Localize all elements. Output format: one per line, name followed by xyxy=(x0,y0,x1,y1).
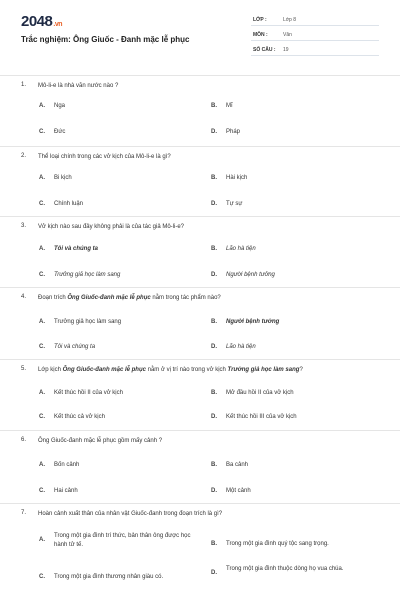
option-label: D. xyxy=(211,201,217,207)
option-label: C. xyxy=(39,574,45,580)
option-label: D. xyxy=(211,129,217,135)
meta-key: SỐ CÂU : xyxy=(253,47,276,53)
option-label: B. xyxy=(211,462,217,468)
meta-row-class xyxy=(251,14,379,26)
question-text xyxy=(38,223,378,231)
option-text: Tôi và chúng ta xyxy=(54,344,96,350)
option-text: Một cảnh xyxy=(226,488,251,494)
option-label: C. xyxy=(39,414,45,420)
option-text: Trưởng giả học làm sang xyxy=(54,319,122,325)
section-divider xyxy=(0,146,400,147)
option-text: Trưởng giả học làm sang xyxy=(54,272,121,278)
option-label: B. xyxy=(211,246,217,252)
question-number: 5. xyxy=(21,366,27,372)
option-label: D. xyxy=(211,488,217,494)
site-logo[interactable] xyxy=(21,13,62,30)
option-label: C. xyxy=(39,201,45,207)
question-number: 2. xyxy=(21,153,27,159)
document-title: Trắc nghiệm: Ông Giuốc - Đanh mặc lễ phục xyxy=(21,35,190,44)
option-label: B. xyxy=(211,103,217,109)
meta-row-subject xyxy=(251,29,379,41)
question-text-segment: nằm ở vị trí nào trong vở kịch xyxy=(145,367,228,373)
question-text-segment: Thể loại chính trong các vở kịch của Mô-li-e là gì? xyxy=(38,154,171,160)
option-label: A. xyxy=(39,537,45,543)
question-number: 4. xyxy=(21,294,27,300)
question-number: 6. xyxy=(21,437,27,443)
option-text: Người bệnh tưởng xyxy=(226,319,280,325)
option-label: C. xyxy=(39,129,45,135)
option-text: Lão hà tiện xyxy=(226,344,256,350)
option-text: Mở đầu hồi II của vở kịch xyxy=(226,390,294,396)
option-text: Người bệnh tưởng xyxy=(226,272,275,278)
meta-row-question-count xyxy=(251,44,379,56)
meta-key: MÔN : xyxy=(253,32,268,38)
question-text-segment: Đoạn trích xyxy=(38,295,68,301)
option-label: D. xyxy=(211,272,217,278)
question-number: 3. xyxy=(21,223,27,229)
option-label: A. xyxy=(39,390,45,396)
option-label: B. xyxy=(211,541,217,547)
option-label: B. xyxy=(211,319,217,325)
option-label: B. xyxy=(211,390,217,396)
option-text: Ba cảnh xyxy=(226,462,249,468)
option-text: Trong một gia đình quý tộc sang trọng. xyxy=(226,541,329,547)
question-text xyxy=(38,366,378,374)
question-number: 7. xyxy=(21,510,27,516)
section-divider xyxy=(0,430,400,431)
question-text xyxy=(38,82,378,90)
logo-suffix: .vn xyxy=(53,21,62,28)
option-text: Kết thúc hồi II của vở kịch xyxy=(54,390,123,396)
question-text xyxy=(38,510,378,518)
option-text: Tôi và chúng ta xyxy=(54,246,99,252)
option-text: Trong một gia đình thương nhân giàu có. xyxy=(54,574,164,580)
option-text: Kết thúc cả vở kịch xyxy=(54,414,105,420)
question-text-segment: Ông Giuốc-đanh mặc lễ phục xyxy=(62,367,146,373)
logo-main: 2048 xyxy=(21,13,53,30)
question-text xyxy=(38,294,378,302)
question-text-segment: nằm trong tác phẩm nào? xyxy=(150,295,221,301)
option-text: Kết thúc hồi III của vở kịch xyxy=(226,414,297,420)
option-text: Đức xyxy=(54,129,66,135)
question-text-segment: Lớp kịch xyxy=(38,367,63,373)
option-label: A. xyxy=(39,319,45,325)
document-header xyxy=(0,0,400,72)
section-divider xyxy=(0,216,400,217)
option-label: D. xyxy=(211,344,217,350)
option-text: Mĩ xyxy=(226,103,233,109)
option-label: A. xyxy=(39,175,45,181)
section-divider xyxy=(0,359,400,360)
question-text-segment: Ông Giuốc-đanh mặc lễ phục xyxy=(67,295,151,301)
meta-value: Văn xyxy=(283,32,292,38)
section-divider xyxy=(0,503,400,504)
option-label: A. xyxy=(39,246,45,252)
meta-value: Lớp 8 xyxy=(283,17,297,23)
question-text-segment: Ông Giuốc-đanh mặc lễ phục gồm mấy cảnh ? xyxy=(38,438,163,444)
option-label: C. xyxy=(39,272,45,278)
option-text: Lão hà tiện xyxy=(226,246,256,252)
option-text: Bi kịch xyxy=(54,175,72,181)
section-divider xyxy=(0,287,400,288)
meta-value: 19 xyxy=(283,47,289,53)
meta-key: LỚP : xyxy=(253,17,267,23)
option-text: Bốn cảnh xyxy=(54,462,80,468)
option-text: Tự sự xyxy=(226,201,243,207)
option-label: A. xyxy=(39,462,45,468)
section-divider xyxy=(0,75,400,76)
question-number: 1. xyxy=(21,82,27,88)
option-label: C. xyxy=(39,344,45,350)
option-text: Trong một gia đình thuộc dòng họ vua chúa. xyxy=(226,566,344,572)
option-label: B. xyxy=(211,175,217,181)
question-text-segment: ? xyxy=(299,367,303,373)
option-text: Trong một gia đình trí thức, bản thân ông được học hành tử tế. xyxy=(54,533,191,548)
option-label: A. xyxy=(39,103,45,109)
option-label: D. xyxy=(211,414,217,420)
option-label: D. xyxy=(211,570,217,576)
question-text-segment: Mô-li-e là nhà văn nước nào ? xyxy=(38,83,119,89)
question-text xyxy=(38,437,378,445)
question-text-segment: Trưởng giả học làm sang xyxy=(227,367,300,373)
option-text: Pháp xyxy=(226,129,241,135)
option-text: Hài kịch xyxy=(226,175,248,181)
question-text xyxy=(38,153,378,161)
question-text-segment: Hoàn cảnh xuất thân của nhân vật Giuốc-đanh trong đoạn trích là gì? xyxy=(38,511,223,517)
option-text: Hai cảnh xyxy=(54,488,78,494)
option-label: C. xyxy=(39,488,45,494)
option-text: Chính luận xyxy=(54,201,84,207)
option-text: Nga xyxy=(54,103,66,109)
question-text-segment: Vở kịch nào sau đây không phải là của tác giả Mô-li-e? xyxy=(38,224,185,230)
